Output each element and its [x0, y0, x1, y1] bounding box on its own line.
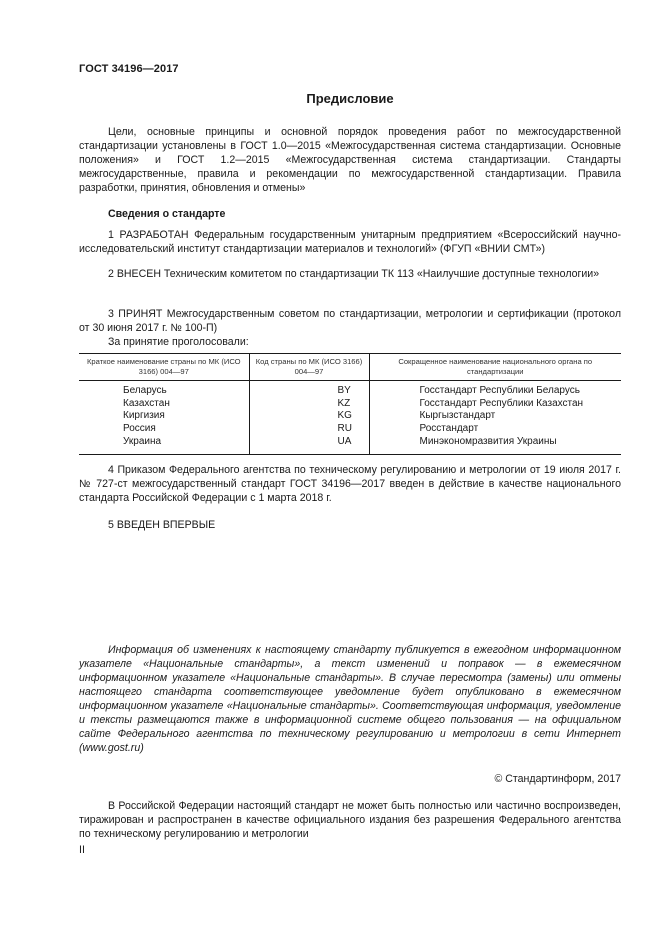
national-body: Минэкономразвития Украины — [369, 436, 621, 454]
item-5: 5 ВВЕДЕН ВПЕРВЫЕ — [108, 519, 216, 531]
intro-paragraph — [79, 125, 621, 195]
page-number: II — [79, 844, 85, 856]
section-heading: Сведения о стандарте — [108, 208, 226, 220]
info-note: Информация об изменениях к настоящему стандарту публикуется в ежегодном информационном указателе «Национальные стандарты», а текст изменений и поправок — в ежемесячном информационном указателе «Национальные стандарты». В случае пересмотра (замены) или отмены настоящего стандарта соответствующее уведомление будет опубликовано в ежемесячном информационном указателе «Национальные стандарты». Соответствующая информация, уведомление и тексты размещаются также в информационной системе общего пользования — на официальном сайте Федерального агентства по техническому регулированию и метрологии в сети Интернет (www.gost.ru) — [79, 644, 621, 754]
table-row — [79, 381, 621, 398]
item-3-block — [79, 307, 621, 349]
item-3: 3 ПРИНЯТ Межгосударственным советом по стандартизации, метрологии и сертификации (протокол от 30 июня 2017 г. № 100-П) — [79, 308, 621, 334]
table-row — [79, 436, 621, 454]
copyright: © Стандартинформ, 2017 — [494, 773, 621, 785]
intro-text: Цели, основные принципы и основной порядок проведения работ по межгосударственной стандартизации установлены в ГОСТ 1.0—2015 «Межгосударственная система стандартизации. Основные положения» и ГОСТ 1.2—2015 «Межгосударственная система стандартизации. Стандарты межгосударственные, правила и рекомендации по межгосударственной стандартизации. Правила разработки, принятия, обновления и отмены» — [79, 126, 621, 194]
info-note-block — [79, 643, 621, 755]
national-body: Кыргызстандарт — [369, 410, 621, 423]
document-header: ГОСТ 34196—2017 — [79, 63, 179, 75]
table-header-body: Сокращенное наименование национального органа по стандартизации — [369, 354, 621, 381]
item-1-block — [79, 228, 621, 256]
table-row — [79, 398, 621, 411]
country-code: RU — [249, 423, 369, 436]
country-name: Казахстан — [123, 397, 170, 409]
country-name: Киргизия — [123, 410, 165, 422]
national-body: Госстандарт Республики Казахстан — [369, 398, 621, 411]
page-title: Предисловие — [306, 91, 394, 106]
country-code: UA — [249, 436, 369, 454]
national-body: Росстандарт — [369, 423, 621, 436]
rights-note-block — [79, 799, 621, 841]
voting-countries-table — [79, 353, 621, 455]
item-5-block — [79, 518, 621, 532]
rights-note: В Российской Федерации настоящий стандарт не может быть полностью или частично воспроизведен, тиражирован и распространен в качестве официального издания без разрешения Федерального агентства по техническому регулированию и метрологии — [79, 800, 621, 840]
item-2-block — [79, 267, 621, 281]
country-code: KG — [249, 410, 369, 423]
section-heading-block — [79, 207, 621, 221]
country-name: Беларусь — [123, 385, 167, 396]
country-code: BY — [249, 381, 369, 398]
country-name: Украина — [123, 435, 162, 447]
table-row — [79, 410, 621, 423]
item-4: 4 Приказом Федерального агентства по техническому регулированию и метрологии от 19 июля 2017 г. № 727-ст межгосударственный стандарт ГОСТ 34196—2017 введен в действие в качестве национального стандарта Российской Федерации с 1 марта 2018 г. — [79, 464, 621, 504]
table-header-country: Краткое наименование страны по МК (ИСО 3166) 004—97 — [79, 354, 249, 381]
country-name: Россия — [123, 423, 156, 435]
item-4-block — [79, 463, 621, 505]
item-1: 1 РАЗРАБОТАН Федеральным государственным унитарным предприятием «Всероссийский научно-исследовательский институт стандартизации материалов и технологий» (ФГУП «ВНИИ СМТ») — [79, 229, 621, 255]
country-code: KZ — [249, 398, 369, 411]
item-3-sub: За принятие проголосовали: — [108, 336, 249, 348]
table-row — [79, 423, 621, 436]
table-header-code: Код страны по МК (ИСО 3166) 004—97 — [249, 354, 369, 381]
item-2: 2 ВНЕСЕН Техническим комитетом по стандартизации ТК 113 «Наилучшие доступные технологии» — [108, 268, 600, 280]
table-header-row — [79, 354, 621, 381]
national-body: Госстандарт Республики Беларусь — [369, 381, 621, 398]
